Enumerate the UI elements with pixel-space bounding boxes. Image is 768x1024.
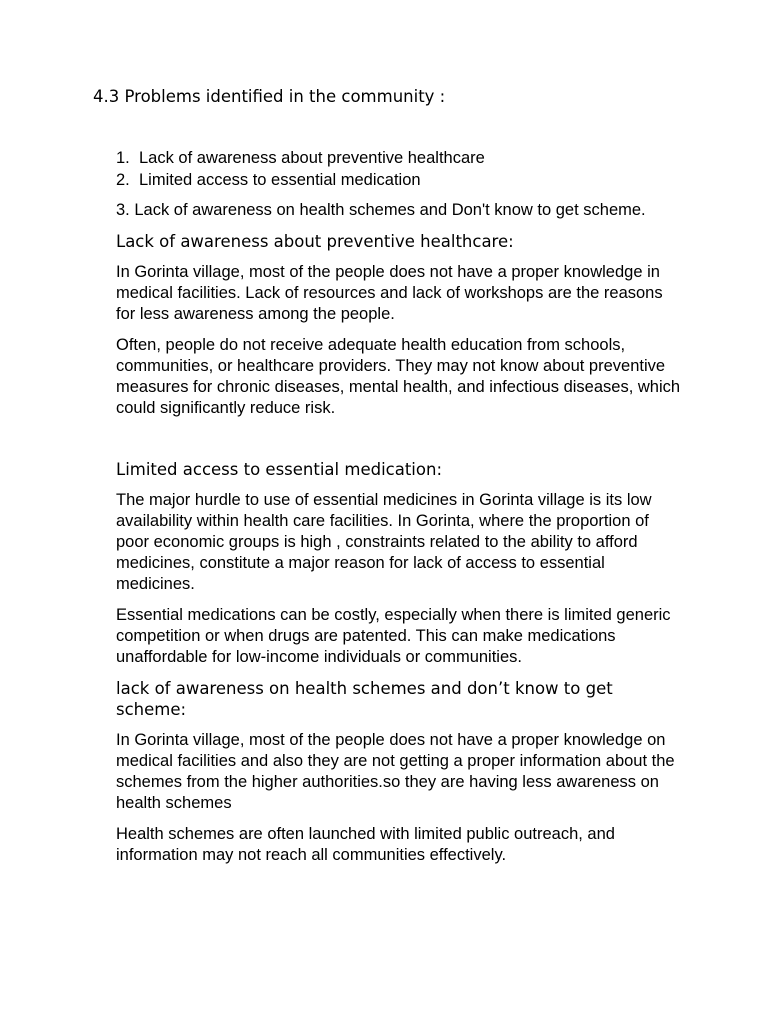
list-item: [116, 170, 682, 192]
paragraph: Often, people do not receive adequate health education from schools, communities, or healthcare providers. They may not know about preventive measures for chronic diseases, mental health, and infectious diseases, which could significantly reduce risk.: [116, 336, 681, 417]
paragraph: In Gorinta village, most of the people does not have a proper knowledge on medical facilities and also they are not getting a proper information about the schemes from the higher authorities.so they are having less awareness on health schemes: [116, 731, 675, 812]
list-item-number: 2.: [116, 170, 130, 189]
paragraph: Health schemes are often launched with limited public outreach, and information may not reach all communities effectively.: [116, 825, 615, 864]
section-heading: 4.3 Problems identified in the community :: [93, 87, 446, 106]
subheading-essential-medication: Limited access to essential medication:: [116, 460, 443, 479]
list-item-text: Limited access to essential medication: [139, 170, 421, 189]
document-body: [116, 148, 682, 866]
subheading-preventive-healthcare: Lack of awareness about preventive healthcare:: [116, 232, 514, 251]
list-item-text: Lack of awareness about preventive healthcare: [139, 149, 485, 167]
list-item-number: 1.: [116, 149, 130, 167]
list-item: [116, 148, 682, 170]
subheading-health-schemes: lack of awareness on health schemes and don’t know to get scheme:: [116, 679, 613, 719]
problem-item-3: 3. Lack of awareness on health schemes and Don't know to get scheme.: [116, 201, 646, 219]
paragraph: Essential medications can be costly, especially when there is limited generic competition or when drugs are patented. This can make medications unaffordable for low-income individuals or communities.: [116, 606, 671, 666]
paragraph: The major hurdle to use of essential medicines in Gorinta village is its low availability within health care facilities. In Gorinta, where the proportion of poor economic groups is high , constraints related to the ability to afford medicines, constitute a major reason for lack of access to essential medicines.: [116, 491, 652, 593]
paragraph: In Gorinta village, most of the people does not have a proper knowledge in medical facilities. Lack of resources and lack of workshops are the reasons for less awareness among the people.: [116, 263, 663, 323]
problem-list: [116, 148, 682, 191]
